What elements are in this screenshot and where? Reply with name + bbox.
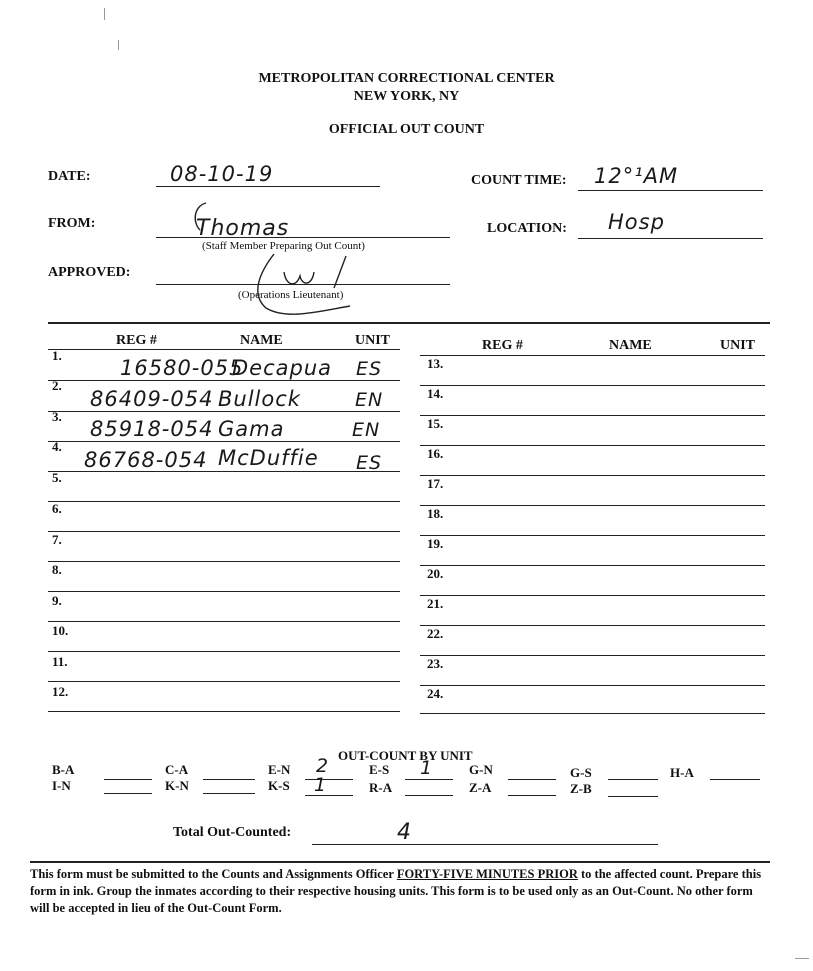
unit-line-k-s xyxy=(305,795,353,796)
row-line xyxy=(420,565,765,566)
row-line xyxy=(420,505,765,506)
reg-cell[interactable]: 16580-055 xyxy=(120,356,244,380)
unit-label-z-a: Z-A xyxy=(469,780,492,795)
name-cell[interactable]: Gama xyxy=(218,417,285,441)
location-label: LOCATION: xyxy=(487,221,567,236)
row-line xyxy=(420,685,765,686)
row-line xyxy=(420,713,765,714)
footer-text-b: to the affected count. Prepare this form in ink. Group the inmates according to their respective housing units. This form is to be used only as an Out-Count. No other form will be accepted in lieu of the Out-Count Form. xyxy=(30,867,762,915)
row-number: 20. xyxy=(427,566,444,581)
unit-label-c-a: C-A xyxy=(165,762,189,777)
row-number: 8. xyxy=(52,562,62,577)
from-signature[interactable]: Thomas xyxy=(196,216,290,241)
unit-label-b-a: B-A xyxy=(52,762,75,777)
row-line xyxy=(420,655,765,656)
row-line xyxy=(48,441,400,442)
row-line xyxy=(48,501,400,502)
row-line xyxy=(48,591,400,592)
row-number: 6. xyxy=(52,501,62,516)
approved-label: APPROVED: xyxy=(48,265,131,280)
row-line xyxy=(420,535,765,536)
scan-speck xyxy=(795,958,809,959)
unit-label-g-s: G-S xyxy=(570,765,592,780)
header-reg-right: REG # xyxy=(482,338,523,353)
unit-label-k-n: K-N xyxy=(165,778,189,793)
location-line xyxy=(578,238,763,239)
unit-cell[interactable]: ES xyxy=(356,358,383,380)
unit-value-k-s[interactable]: 1 xyxy=(314,774,328,796)
unit-label-r-a: R-A xyxy=(369,780,393,795)
row-number: 18. xyxy=(427,506,444,521)
row-line xyxy=(48,471,400,472)
reg-cell[interactable]: 85918-054 xyxy=(90,417,214,441)
header-city: NEW YORK, NY xyxy=(353,89,460,104)
name-cell[interactable]: McDuffie xyxy=(218,446,319,470)
total-label: Total Out-Counted: xyxy=(173,825,292,840)
row-line xyxy=(48,711,400,712)
left-header-line xyxy=(48,349,400,350)
row-line xyxy=(420,385,765,386)
unit-line-i-n xyxy=(104,793,152,794)
header-name-right: NAME xyxy=(609,338,652,353)
unit-label-i-n: I-N xyxy=(52,778,71,793)
out-count-title: OUT-COUNT BY UNIT xyxy=(338,748,473,763)
row-line xyxy=(420,595,765,596)
row-number: 16. xyxy=(427,446,444,461)
row-number: 21. xyxy=(427,596,444,611)
footer-text-a: This form must be submitted to the Counts and Assignments Officer xyxy=(30,867,397,881)
date-value[interactable]: 08-10-19 xyxy=(170,162,274,186)
row-number: 1. xyxy=(52,348,62,363)
date-line xyxy=(156,186,380,187)
unit-line-e-n xyxy=(305,779,353,780)
row-line xyxy=(48,561,400,562)
row-line xyxy=(48,531,400,532)
approval-signature xyxy=(238,246,378,326)
unit-line-g-s xyxy=(608,779,658,780)
scan-speck xyxy=(118,40,119,50)
row-number: 3. xyxy=(52,409,62,424)
approved-caption: (Operations Lieutenant) xyxy=(238,289,344,301)
unit-cell[interactable]: EN xyxy=(352,419,381,441)
scan-speck xyxy=(104,8,105,20)
unit-line-z-b xyxy=(608,796,658,797)
header-name-left: NAME xyxy=(240,333,283,348)
from-label: FROM: xyxy=(48,216,96,231)
row-number: 13. xyxy=(427,356,444,371)
reg-cell[interactable]: 86409-054 xyxy=(90,387,214,411)
unit-value-e-s[interactable]: 1 xyxy=(420,757,434,779)
row-number: 17. xyxy=(427,476,444,491)
footer-instructions xyxy=(30,866,765,917)
row-line xyxy=(48,380,400,381)
form-title: OFFICIAL OUT COUNT xyxy=(328,122,485,137)
header-unit-left: UNIT xyxy=(355,333,391,348)
total-line xyxy=(312,844,658,845)
row-number: 4. xyxy=(52,439,62,454)
reg-cell[interactable]: 86768-054 xyxy=(84,448,208,472)
footer-divider xyxy=(30,861,770,863)
row-number: 24. xyxy=(427,686,444,701)
from-line xyxy=(156,237,450,238)
location-value[interactable]: Hosp xyxy=(608,210,665,234)
row-line xyxy=(48,681,400,682)
row-line xyxy=(420,625,765,626)
date-label: DATE: xyxy=(48,169,91,184)
unit-cell[interactable]: ES xyxy=(356,452,383,474)
unit-cell[interactable]: EN xyxy=(355,389,384,411)
row-number: 14. xyxy=(427,386,444,401)
row-number: 22. xyxy=(427,626,444,641)
footer-deadline: FORTY-FIVE MINUTES PRIOR xyxy=(396,867,578,881)
row-number: 10. xyxy=(52,623,69,638)
unit-label-k-s: K-S xyxy=(268,778,290,793)
approved-line xyxy=(156,284,450,285)
unit-line-b-a xyxy=(104,779,152,780)
unit-line-g-n xyxy=(508,779,556,780)
unit-line-k-n xyxy=(203,793,255,794)
row-number: 7. xyxy=(52,532,62,547)
row-number: 23. xyxy=(427,656,444,671)
unit-label-e-n: E-N xyxy=(268,762,291,777)
unit-line-c-a xyxy=(203,779,255,780)
row-line xyxy=(420,475,765,476)
unit-label-g-n: G-N xyxy=(469,762,493,777)
row-number: 15. xyxy=(427,416,444,431)
row-number: 19. xyxy=(427,536,444,551)
section-divider xyxy=(48,322,770,324)
header-reg-left: REG # xyxy=(116,333,157,348)
unit-line-e-s xyxy=(405,779,453,780)
signature-flourish xyxy=(190,200,210,234)
header-unit-right: UNIT xyxy=(720,338,756,353)
total-value[interactable]: 4 xyxy=(397,820,412,845)
unit-line-r-a xyxy=(405,795,453,796)
row-number: 12. xyxy=(52,684,69,699)
count-time-label: COUNT TIME: xyxy=(471,173,567,188)
row-number: 2. xyxy=(52,378,62,393)
row-number: 9. xyxy=(52,593,62,608)
unit-value-e-n[interactable]: 2 xyxy=(316,755,330,777)
row-number: 11. xyxy=(52,654,68,669)
name-cell[interactable]: Bullock xyxy=(218,387,301,411)
row-number: 5. xyxy=(52,470,62,485)
row-line xyxy=(48,411,400,412)
unit-label-h-a: H-A xyxy=(670,765,694,780)
row-line xyxy=(48,621,400,622)
row-line xyxy=(420,355,765,356)
row-line xyxy=(48,651,400,652)
from-caption: (Staff Member Preparing Out Count) xyxy=(202,240,365,252)
header-institution: METROPOLITAN CORRECTIONAL CENTER xyxy=(258,71,555,86)
row-line xyxy=(420,445,765,446)
unit-line-z-a xyxy=(508,795,556,796)
name-cell[interactable]: Decapua xyxy=(232,356,333,380)
unit-line-h-a xyxy=(710,779,760,780)
unit-label-z-b: Z-B xyxy=(570,781,592,796)
count-time-line xyxy=(578,190,763,191)
row-line xyxy=(420,415,765,416)
count-time-value[interactable]: 12°¹AM xyxy=(594,164,679,188)
unit-label-e-s: E-S xyxy=(369,762,390,777)
